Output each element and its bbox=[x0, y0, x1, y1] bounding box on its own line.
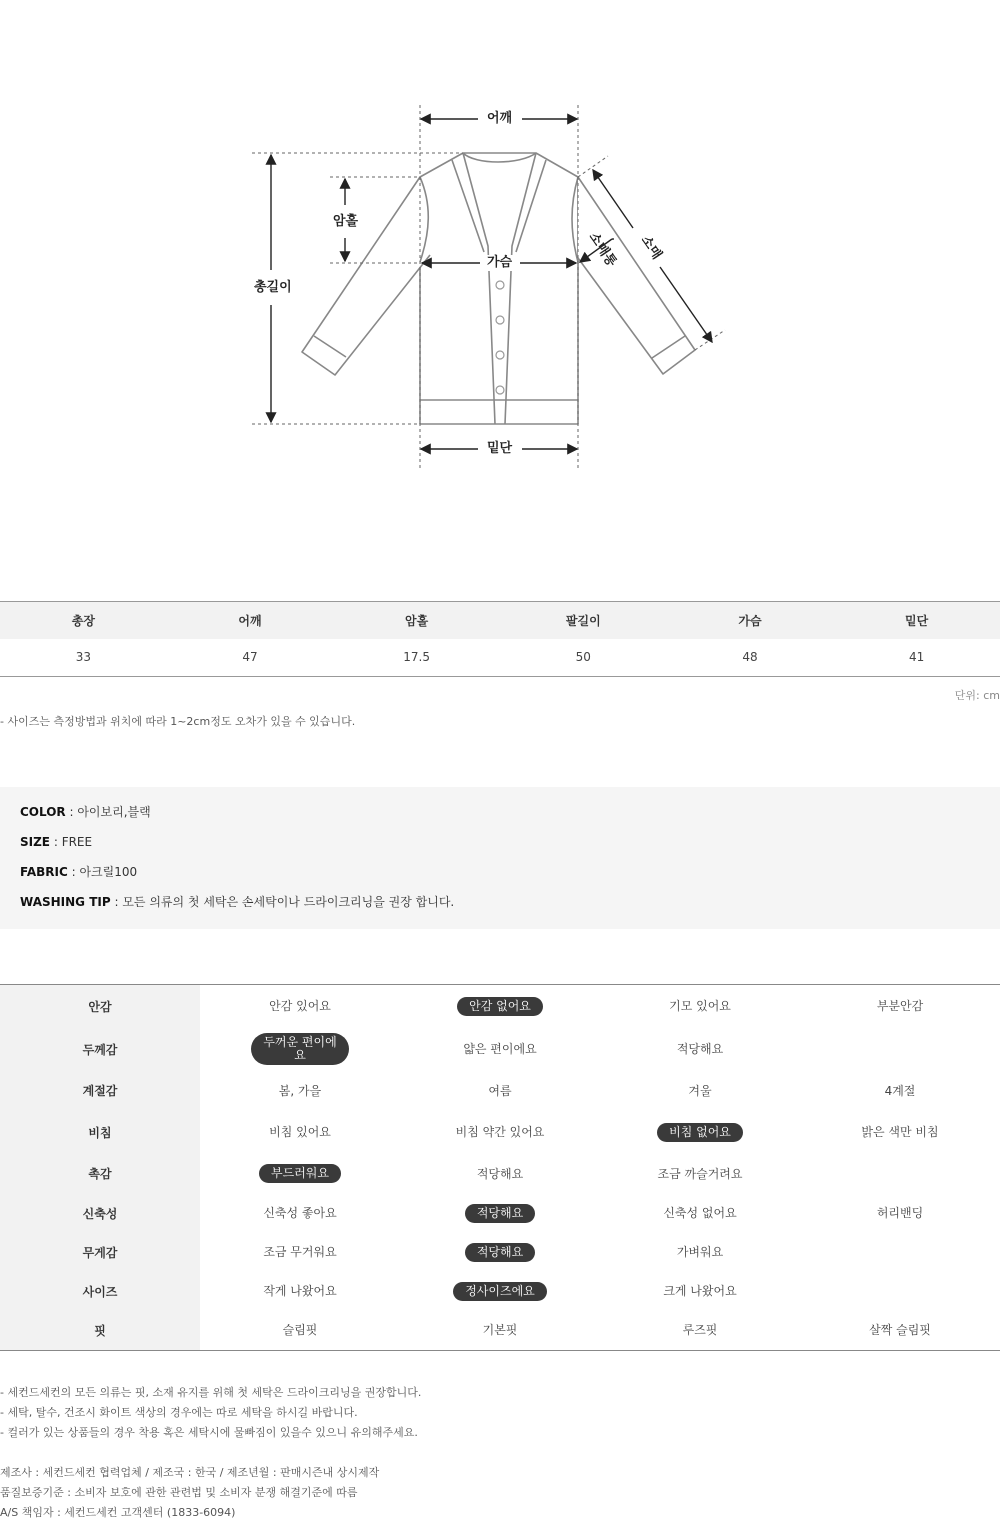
attribute-cell bbox=[200, 1111, 400, 1154]
attribute-cell bbox=[400, 1233, 600, 1272]
attribute-name: 촉감 bbox=[0, 1154, 200, 1194]
attribute-option-selected: 적당해요 bbox=[465, 1243, 535, 1262]
footer-maker: 제조사 : 세컨드세컨 협력업체 / 제조국 : 한국 / 제조년월 : 판매시즌내 상시제작 bbox=[0, 1466, 380, 1479]
attribute-option: 가벼워요 bbox=[676, 1245, 724, 1259]
label-sleeve-width: 소매통 bbox=[585, 229, 620, 270]
attribute-cell bbox=[400, 1071, 600, 1111]
attribute-option-selected: 부드러워요 bbox=[259, 1164, 341, 1183]
label-hem: 밑단 bbox=[484, 441, 515, 457]
label-chest: 가슴 bbox=[484, 255, 515, 271]
attribute-name: 두께감 bbox=[0, 1028, 200, 1071]
footer-note: - 컬러가 있는 상품들의 경우 착용 혹은 세탁시에 물빠짐이 있을수 있으니 유의해주세요. bbox=[0, 1426, 418, 1439]
attribute-name: 계절감 bbox=[0, 1071, 200, 1111]
size-table-value-row bbox=[0, 639, 1000, 677]
attribute-cell bbox=[200, 1071, 400, 1111]
attribute-cell bbox=[600, 1311, 800, 1351]
attribute-cell bbox=[600, 1233, 800, 1272]
size-header: 어깨 bbox=[167, 602, 334, 639]
attribute-name: 핏 bbox=[0, 1311, 200, 1351]
attribute-cell bbox=[400, 1111, 600, 1154]
attribute-option: 안감 있어요 bbox=[269, 999, 331, 1014]
attribute-option: 적당해요 bbox=[676, 1042, 724, 1056]
attribute-option: 신축성 없어요 bbox=[663, 1206, 737, 1220]
attribute-option: 밝은 색만 비침 bbox=[861, 1125, 939, 1139]
attribute-cell bbox=[200, 985, 400, 1028]
attribute-option-selected: 두꺼운 편이에요 bbox=[251, 1033, 349, 1065]
attribute-cell bbox=[200, 1233, 400, 1272]
attribute-option: 기본핏 bbox=[482, 1323, 518, 1338]
label-sleeve: 소매 bbox=[637, 233, 665, 263]
attribute-option: 슬림핏 bbox=[282, 1323, 318, 1338]
attribute-cell bbox=[200, 1028, 400, 1071]
attribute-cell bbox=[400, 985, 600, 1028]
attribute-option: 비침 있어요 bbox=[269, 1125, 331, 1139]
attribute-cell bbox=[800, 1311, 1000, 1351]
attribute-row bbox=[0, 1272, 1000, 1311]
attribute-option-selected: 비침 없어요 bbox=[657, 1123, 743, 1142]
attribute-cell bbox=[600, 1111, 800, 1154]
attribute-name: 안감 bbox=[0, 985, 200, 1028]
attribute-option: 조금 까슬거려요 bbox=[657, 1166, 743, 1181]
attribute-cell bbox=[800, 1272, 1000, 1311]
attribute-row bbox=[0, 1311, 1000, 1351]
attribute-cell bbox=[600, 1028, 800, 1071]
attribute-option: 적당해요 bbox=[476, 1166, 524, 1181]
attribute-option: 살짝 슬림핏 bbox=[869, 1323, 931, 1338]
attribute-row bbox=[0, 1071, 1000, 1111]
unit-label: 단위: cm bbox=[954, 689, 1000, 702]
attribute-option: 겨울 bbox=[688, 1083, 712, 1098]
attribute-row bbox=[0, 1194, 1000, 1233]
size-value: 17.5 bbox=[333, 639, 500, 677]
size-table bbox=[0, 601, 1000, 677]
size-note: - 사이즈는 측정방법과 위치에 따라 1~2cm정도 오차가 있을 수 있습니다. bbox=[0, 715, 356, 728]
attribute-name: 비침 bbox=[0, 1111, 200, 1154]
size-value: 47 bbox=[167, 639, 334, 677]
attribute-option: 루즈핏 bbox=[682, 1323, 718, 1338]
attribute-row bbox=[0, 1028, 1000, 1071]
cardigan-illustration bbox=[0, 0, 1000, 560]
size-value: 41 bbox=[833, 639, 1000, 677]
attribute-cell bbox=[600, 1194, 800, 1233]
attribute-cell bbox=[200, 1272, 400, 1311]
label-shoulder: 어깨 bbox=[484, 111, 515, 127]
attribute-cell bbox=[600, 1272, 800, 1311]
attribute-option: 크게 나왔어요 bbox=[663, 1284, 737, 1298]
attribute-cell bbox=[400, 1154, 600, 1194]
size-header: 팔길이 bbox=[500, 602, 667, 639]
attribute-name: 무게감 bbox=[0, 1233, 200, 1272]
info-color: COLOR : 아이보리,블랙 bbox=[20, 805, 151, 819]
attribute-cell bbox=[800, 985, 1000, 1028]
label-armhole: 암홀 bbox=[330, 214, 361, 230]
attribute-cell bbox=[800, 1111, 1000, 1154]
attribute-option: 여름 bbox=[488, 1083, 512, 1098]
info-washing-tip: WASHING TIP : 모든 의류의 첫 세탁은 손세탁이나 드라이크리닝을 권장 합니다. bbox=[20, 895, 455, 909]
size-header: 밑단 bbox=[833, 602, 1000, 639]
attribute-option: 비침 약간 있어요 bbox=[455, 1125, 545, 1139]
attribute-option-selected: 정사이즈에요 bbox=[453, 1282, 547, 1301]
label-total-length: 총길이 bbox=[251, 280, 295, 296]
size-table-header-row bbox=[0, 602, 1000, 639]
attribute-option: 작게 나왔어요 bbox=[263, 1284, 337, 1298]
attribute-row bbox=[0, 985, 1000, 1028]
attribute-cell bbox=[400, 1272, 600, 1311]
attribute-cell bbox=[600, 1071, 800, 1111]
attribute-name: 사이즈 bbox=[0, 1272, 200, 1311]
size-header: 암홀 bbox=[333, 602, 500, 639]
attribute-cell bbox=[600, 985, 800, 1028]
attribute-cell bbox=[200, 1154, 400, 1194]
attribute-option: 기모 있어요 bbox=[669, 999, 731, 1014]
attribute-option-selected: 안감 없어요 bbox=[457, 997, 543, 1016]
footer-as: A/S 책임자 : 세컨드세컨 고객센터 (1833-6094) bbox=[0, 1506, 236, 1519]
attribute-cell bbox=[800, 1194, 1000, 1233]
size-value: 48 bbox=[667, 639, 834, 677]
attribute-option: 봄, 가을 bbox=[278, 1083, 322, 1098]
attribute-cell bbox=[800, 1233, 1000, 1272]
attribute-cell bbox=[400, 1028, 600, 1071]
attribute-row bbox=[0, 1233, 1000, 1272]
footer-note: - 세컨드세컨의 모든 의류는 핏, 소재 유지를 위해 첫 세탁은 드라이크리닝을 권장합니다. bbox=[0, 1386, 422, 1399]
attribute-cell bbox=[200, 1311, 400, 1351]
attribute-cell bbox=[400, 1194, 600, 1233]
attribute-option: 4계절 bbox=[884, 1083, 916, 1098]
attribute-cell bbox=[200, 1194, 400, 1233]
size-header: 가슴 bbox=[667, 602, 834, 639]
attribute-option: 얇은 편이에요 bbox=[463, 1042, 537, 1056]
attribute-option: 허리밴딩 bbox=[876, 1206, 924, 1220]
attribute-option-selected: 적당해요 bbox=[465, 1204, 535, 1223]
attribute-option: 부분안감 bbox=[876, 999, 924, 1014]
info-size: SIZE : FREE bbox=[20, 835, 93, 849]
attribute-cell bbox=[600, 1154, 800, 1194]
info-fabric: FABRIC : 아크릴100 bbox=[20, 865, 138, 879]
attribute-cell bbox=[800, 1071, 1000, 1111]
footer-notes bbox=[0, 1383, 1000, 1522]
footer-quality: 품질보증기준 : 소비자 보호에 관한 관련법 및 소비자 분쟁 해결기준에 따름 bbox=[0, 1486, 358, 1499]
size-value: 50 bbox=[500, 639, 667, 677]
product-info bbox=[0, 787, 1000, 929]
size-value: 33 bbox=[0, 639, 167, 677]
attribute-row bbox=[0, 1111, 1000, 1154]
attribute-option: 조금 무거워요 bbox=[263, 1245, 337, 1259]
attribute-cell bbox=[400, 1311, 600, 1351]
attribute-option: 신축성 좋아요 bbox=[263, 1206, 337, 1220]
footer-note: - 세탁, 탈수, 건조시 화이트 색상의 경우에는 따로 세탁을 하시길 바랍니다. bbox=[0, 1406, 358, 1419]
attribute-name: 신축성 bbox=[0, 1194, 200, 1233]
size-header: 총장 bbox=[0, 602, 167, 639]
attribute-row bbox=[0, 1154, 1000, 1194]
attribute-cell bbox=[800, 1154, 1000, 1194]
attribute-cell bbox=[800, 1028, 1000, 1071]
attribute-table bbox=[0, 984, 1000, 1351]
size-diagram bbox=[0, 0, 1000, 560]
